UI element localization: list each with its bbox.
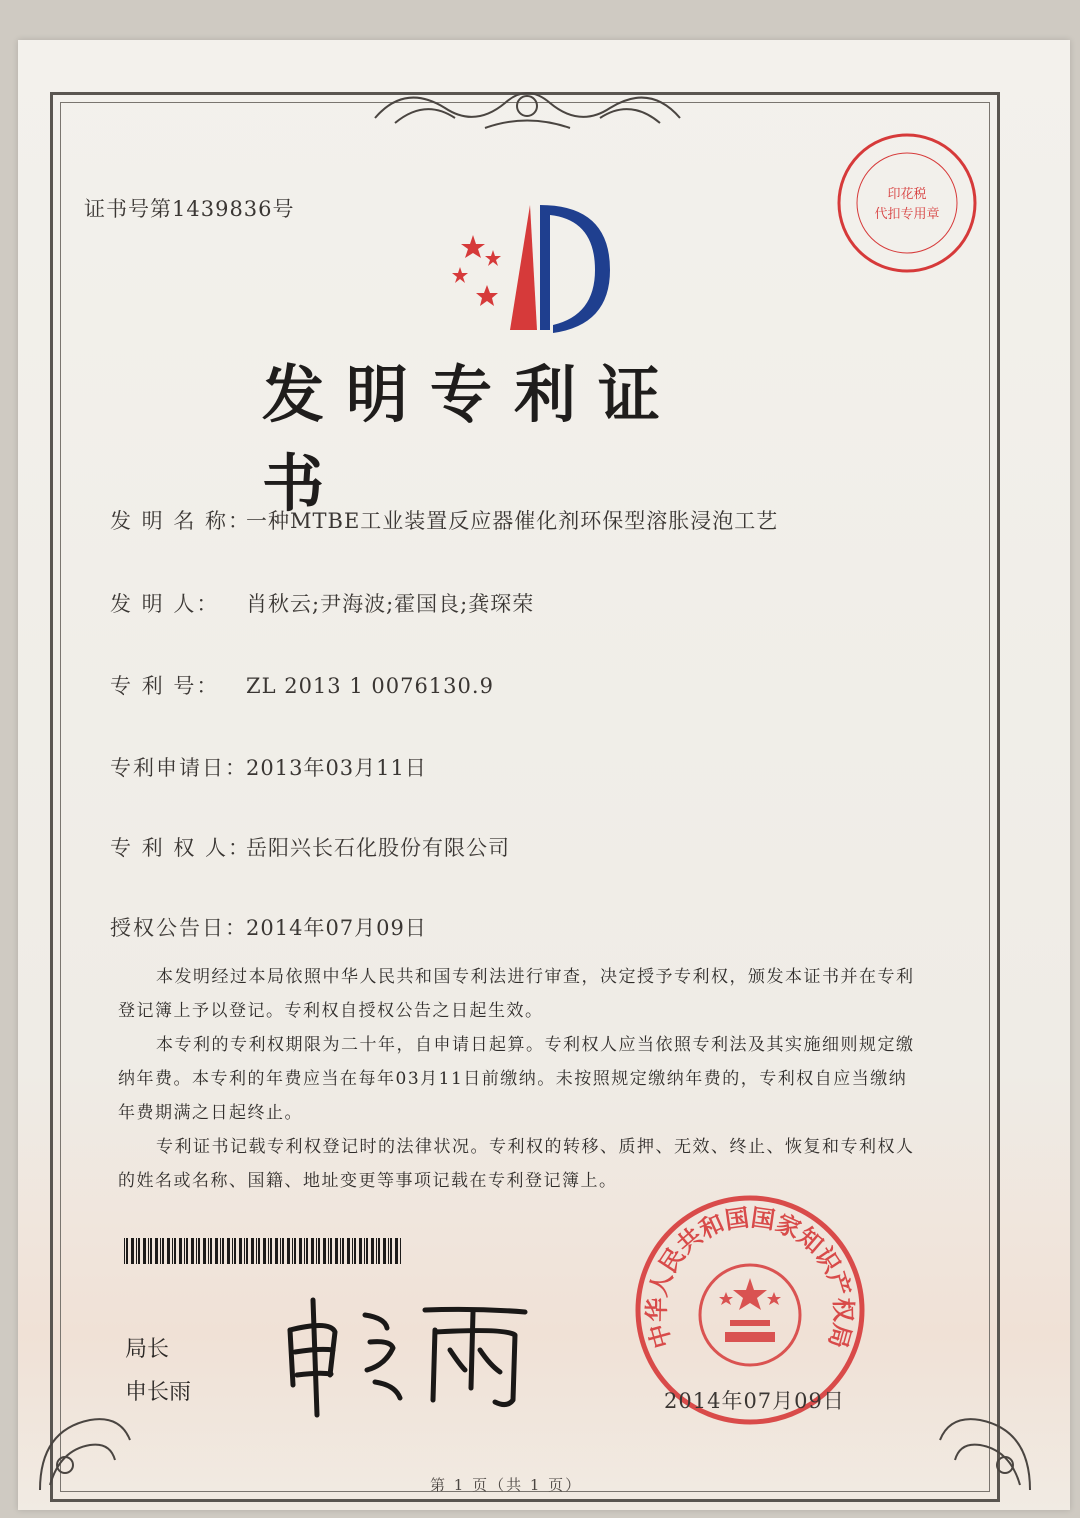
barcode bbox=[124, 1238, 404, 1264]
field-value: 肖秋云;尹海波;霍国良;龚琛荣 bbox=[246, 592, 535, 616]
barcode-bar bbox=[311, 1238, 314, 1264]
barcode-bar bbox=[366, 1238, 368, 1264]
barcode-bar bbox=[244, 1238, 245, 1264]
field-value: ZL 2013 1 0076130.9 bbox=[246, 674, 494, 698]
barcode-bar bbox=[352, 1238, 353, 1264]
barcode-bar bbox=[136, 1238, 137, 1264]
barcode-bar bbox=[323, 1238, 326, 1264]
barcode-bar bbox=[227, 1238, 230, 1264]
barcode-bar bbox=[155, 1238, 158, 1264]
barcode-bar bbox=[263, 1238, 266, 1264]
barcode-bar bbox=[215, 1238, 218, 1264]
barcode-bar bbox=[280, 1238, 281, 1264]
paragraph: 专利证书记载专利权登记时的法律状况。专利权的转移、质押、无效、终止、恢复和专利权人的姓名或名称、国籍、地址变更等事项记载在专利登记簿上。 bbox=[118, 1137, 915, 1191]
barcode-bar bbox=[126, 1238, 128, 1264]
field-invention-name bbox=[110, 505, 778, 535]
field-patentee bbox=[110, 832, 510, 862]
barcode-bar bbox=[256, 1238, 257, 1264]
barcode-bar bbox=[258, 1238, 260, 1264]
barcode-bar bbox=[143, 1238, 146, 1264]
certificate-title: 发明专利证书 bbox=[262, 358, 683, 520]
barcode-bar bbox=[131, 1238, 134, 1264]
barcode-bar bbox=[196, 1238, 197, 1264]
barcode-bar bbox=[191, 1238, 194, 1264]
barcode-bar bbox=[371, 1238, 374, 1264]
field-application-date bbox=[110, 752, 427, 782]
barcode-bar bbox=[160, 1238, 161, 1264]
barcode-bar bbox=[251, 1238, 254, 1264]
field-inventors bbox=[110, 588, 534, 618]
barcode-bar bbox=[270, 1238, 272, 1264]
barcode-bar bbox=[287, 1238, 290, 1264]
barcode-bar bbox=[354, 1238, 356, 1264]
body-text bbox=[118, 960, 918, 1198]
field-patent-number bbox=[110, 670, 494, 700]
barcode-bar bbox=[304, 1238, 305, 1264]
barcode-bar bbox=[210, 1238, 212, 1264]
barcode-bar bbox=[220, 1238, 221, 1264]
barcode-bar bbox=[359, 1238, 362, 1264]
field-label: 专利申请日： bbox=[110, 756, 248, 780]
field-value: 岳阳兴长石化股份有限公司 bbox=[246, 836, 510, 860]
barcode-bar bbox=[268, 1238, 269, 1264]
ornament-bottom-right bbox=[930, 1400, 1040, 1500]
page-footer: 第 1 页（共 1 页） bbox=[430, 1476, 583, 1494]
certificate-number: 证书号第1439836号 bbox=[84, 197, 295, 221]
barcode-bar bbox=[316, 1238, 317, 1264]
field-value: 2013年03月11日 bbox=[246, 756, 427, 780]
field-value: 2014年07月09日 bbox=[246, 916, 427, 940]
svg-text:代扣专用章: 代扣专用章 bbox=[874, 207, 940, 222]
barcode-bar bbox=[330, 1238, 332, 1264]
barcode-bar bbox=[328, 1238, 329, 1264]
barcode-bar bbox=[198, 1238, 200, 1264]
barcode-bar bbox=[275, 1238, 278, 1264]
barcode-bar bbox=[150, 1238, 152, 1264]
barcode-bar bbox=[378, 1238, 380, 1264]
barcode-bar bbox=[292, 1238, 293, 1264]
barcode-bar bbox=[184, 1238, 185, 1264]
barcode-bar bbox=[246, 1238, 248, 1264]
barcode-bar bbox=[335, 1238, 338, 1264]
barcode-bar bbox=[167, 1238, 170, 1264]
barcode-bar bbox=[172, 1238, 173, 1264]
field-label: 授权公告日： bbox=[110, 916, 248, 940]
barcode-bar bbox=[124, 1238, 125, 1264]
field-grant-date bbox=[110, 912, 427, 942]
barcode-bar bbox=[222, 1238, 224, 1264]
barcode-bar bbox=[390, 1238, 392, 1264]
barcode-bar bbox=[388, 1238, 389, 1264]
paragraph: 本专利的专利权期限为二十年，自申请日起算。专利权人应当依照专利法及其实施细则规定缴纳年费。本专利的年费应当在每年03月11日前缴纳。未按照规定缴纳年费的，专利权自应当缴纳年费期满之日起终止。 bbox=[118, 1035, 915, 1123]
barcode-bar bbox=[318, 1238, 320, 1264]
barcode-bar bbox=[232, 1238, 233, 1264]
tax-stamp bbox=[832, 128, 982, 278]
barcode-bar bbox=[208, 1238, 209, 1264]
barcode-bar bbox=[306, 1238, 308, 1264]
barcode-bar bbox=[364, 1238, 365, 1264]
barcode-bar bbox=[203, 1238, 206, 1264]
director-signature bbox=[275, 1290, 550, 1420]
field-value: 一种MTBE工业装置反应器催化剂环保型溶胀浸泡工艺 bbox=[246, 509, 779, 533]
barcode-bar bbox=[234, 1238, 236, 1264]
paragraph: 本发明经过本局依照中华人民共和国专利法进行审查，决定授予专利权，颁发本证书并在专利登记簿上予以登记。专利权自授权公告之日起生效。 bbox=[118, 967, 915, 1021]
barcode-bar bbox=[383, 1238, 386, 1264]
seal-arc-text: 中华人民共和国国家知识产权局 bbox=[642, 1203, 858, 1352]
barcode-bar bbox=[347, 1238, 350, 1264]
barcode-bar bbox=[186, 1238, 188, 1264]
barcode-bar bbox=[395, 1238, 398, 1264]
field-label: 发 明 名 称： bbox=[110, 509, 252, 533]
patent-office-emblem-icon bbox=[445, 175, 625, 335]
seal-date: 2014年07月09日 bbox=[664, 1389, 845, 1413]
barcode-bar bbox=[342, 1238, 344, 1264]
barcode-bar bbox=[376, 1238, 377, 1264]
barcode-bar bbox=[400, 1238, 401, 1264]
barcode-bar bbox=[179, 1238, 182, 1264]
barcode-bar bbox=[174, 1238, 176, 1264]
field-label: 专 利 权 人： bbox=[110, 836, 252, 860]
barcode-bar bbox=[299, 1238, 302, 1264]
barcode-bar bbox=[162, 1238, 164, 1264]
barcode-bar bbox=[340, 1238, 341, 1264]
barcode-bar bbox=[282, 1238, 284, 1264]
director-name: 申长雨 bbox=[125, 1380, 192, 1405]
barcode-bar bbox=[239, 1238, 242, 1264]
barcode-bar bbox=[138, 1238, 140, 1264]
field-label: 发 明 人： bbox=[110, 592, 220, 616]
svg-text:印花税: 印花税 bbox=[887, 187, 927, 202]
field-label: 专 利 号： bbox=[110, 674, 220, 698]
director-label: 局长 bbox=[125, 1337, 170, 1362]
ornament-top bbox=[365, 78, 690, 138]
barcode-bar bbox=[294, 1238, 296, 1264]
ornament-bottom-left bbox=[30, 1400, 140, 1500]
barcode-bar bbox=[148, 1238, 149, 1264]
